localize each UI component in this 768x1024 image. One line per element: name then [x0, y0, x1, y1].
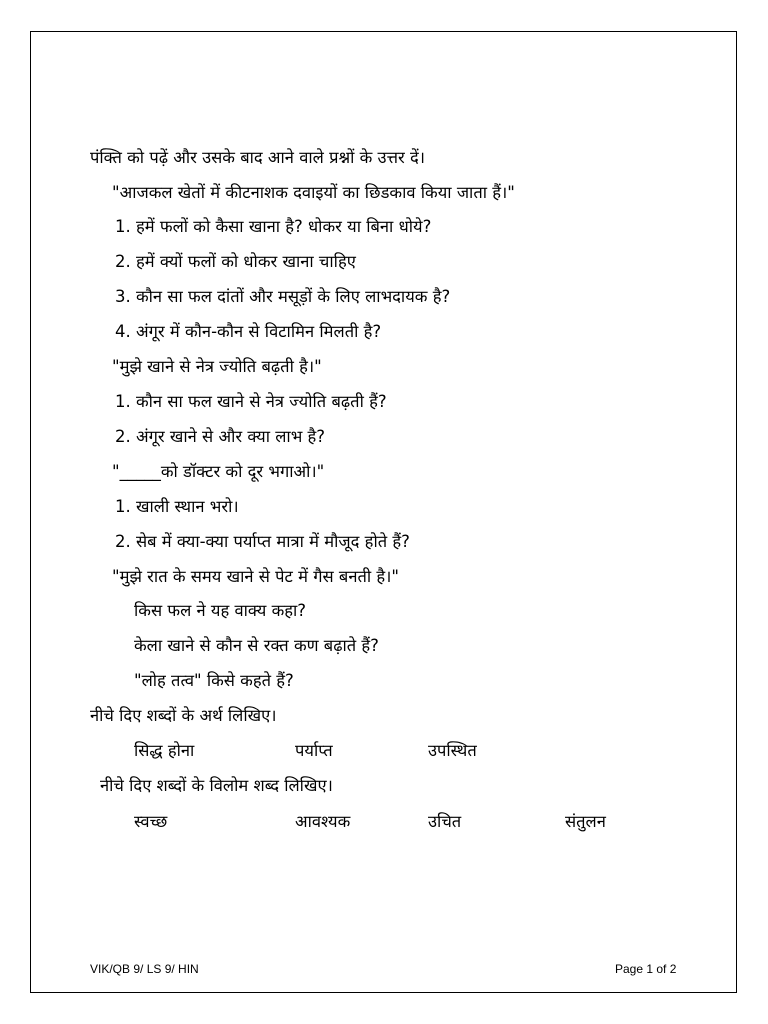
passage-1-quote: "आजकल खेतों में कीटनाशक दवाइयों का छिडकाव किया जाता हैं।" [112, 183, 515, 202]
passage-3-question-2: 2. सेब में क्या-क्या पर्याप्त मात्रा में मौजूद होते हैं? [115, 532, 410, 551]
meaning-word: उपस्थित [428, 741, 477, 760]
footer-page-number: Page 1 of 2 [615, 962, 677, 976]
meanings-heading: नीचे दिए शब्दों के अर्थ लिखिए। [90, 706, 277, 725]
antonym-word: संतुलन [565, 812, 606, 831]
passage-4-question-2: केला खाने से कौन से रक्त कण बढ़ाते हैं? [134, 636, 379, 655]
antonym-word: आवश्यक [295, 812, 351, 831]
footer-document-code: VIK/QB 9/ LS 9/ HIN [90, 962, 199, 976]
passage-4-question-1: किस फल ने यह वाक्य कहा? [134, 601, 307, 620]
passage-4-quote: "मुझे रात के समय खाने से पेट में गैस बनती है।" [112, 567, 400, 586]
passage-2-quote: "मुझे खाने से नेत्र ज्योति बढ़ती है।" [112, 357, 322, 376]
passage-4-question-3: "लोह तत्व" किसे कहते हैं? [134, 671, 294, 690]
passage-3-quote: "_____को डॉक्टर को दूर भगाओ।" [112, 462, 325, 481]
antonym-word: उचित [428, 812, 462, 831]
passage-1-question-1: 1. हमें फलों को कैसा खाना है? धोकर या बिना धोये? [115, 217, 432, 236]
passage-2-question-2: 2. अंगूर खाने से और क्या लाभ है? [115, 427, 326, 446]
passage-1-question-2: 2. हमें क्यों फलों को धोकर खाना चाहिए [115, 252, 356, 271]
passage-3-question-1: 1. खाली स्थान भरो। [115, 497, 239, 516]
meaning-word: पर्याप्त [295, 741, 333, 760]
meaning-word: सिद्ध होना [134, 741, 195, 760]
passage-1-question-4: 4. अंगूर में कौन-कौन से विटामिन मिलती है? [115, 322, 382, 341]
antonyms-heading: नीचे दिए शब्दों के विलोम शब्द लिखिए। [100, 776, 333, 795]
antonym-word: स्वच्छ [134, 812, 168, 831]
passage-2-question-1: 1. कौन सा फल खाने से नेत्र ज्योति बढ़ती हैं? [115, 392, 387, 411]
read-instruction: पंक्ति को पढ़ें और उसके बाद आने वाले प्रश्नों के उत्तर दें। [90, 148, 426, 167]
passage-1-question-3: 3. कौन सा फल दांतों और मसूड़ों के लिए लाभदायक है? [115, 287, 451, 306]
